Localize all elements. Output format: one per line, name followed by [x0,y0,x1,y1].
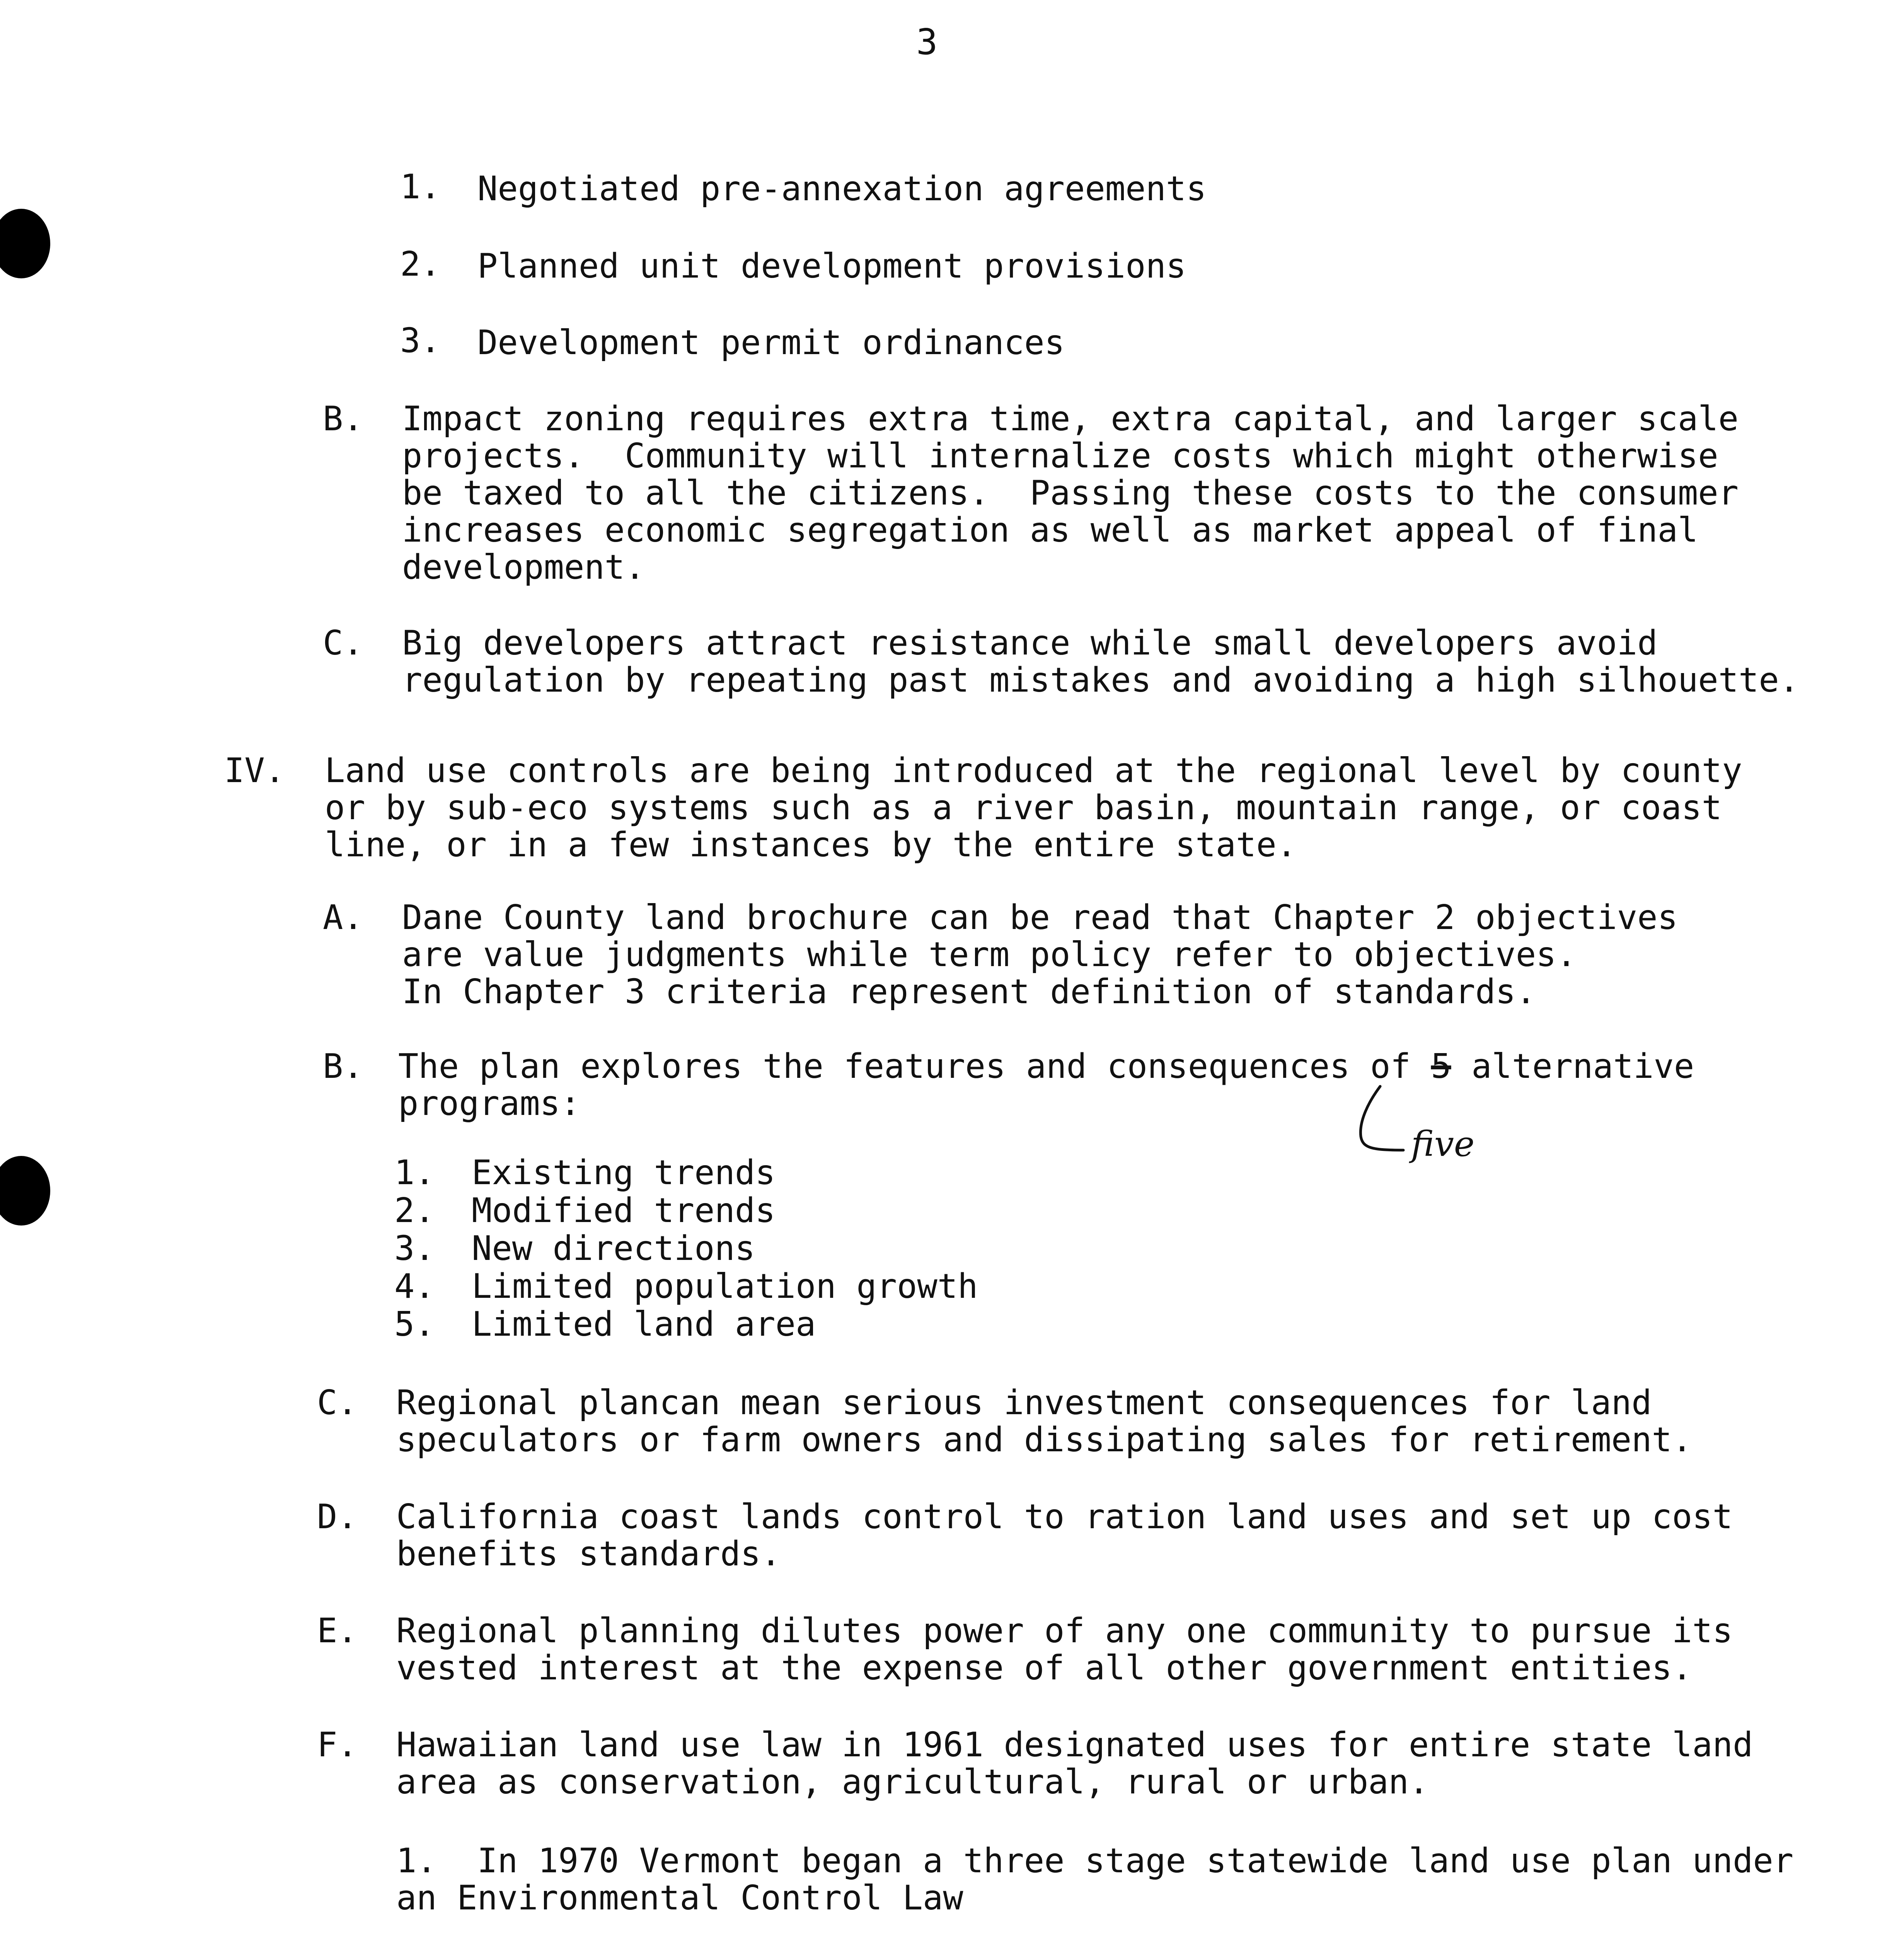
paragraph-iv-e [396,1612,1733,1686]
paragraph-line: Dane County land brochure can be read that Chapter 2 objectives [402,898,1678,937]
list-item-marker: 5. [394,1304,435,1344]
paragraph-line: programs: [398,1084,581,1123]
paragraph-line: area as conservation, agricultural, rural or urban. [396,1762,1429,1802]
paragraph-line: Hawaiian land use law in 1961 designated uses for entire state land [396,1725,1753,1764]
list-item-marker: 1. [396,1841,437,1880]
list-item: Limited population growth [472,1267,978,1306]
paragraph-line: Regional planning dilutes power of any one community to pursue its [396,1611,1733,1650]
paragraph-iv [325,752,1742,863]
list-item: Development permit ordinances [477,323,1065,362]
list-item: New directions [472,1229,755,1268]
section-marker: F. [317,1725,358,1764]
list-item: Planned unit development provisions [477,246,1186,286]
paragraph-iii-b [402,400,1739,586]
paragraph-iv-d [396,1498,1733,1572]
paragraph-line: Big developers attract resistance while small developers avoid [402,623,1658,663]
paragraph-line: regulation by repeating past mistakes and avoiding a high silhouette. [402,660,1800,700]
paragraph-line: California coast lands control to ration land uses and set up cost [396,1497,1733,1536]
paragraph-line: an Environmental Control Law [396,1878,963,1918]
paragraph-line: increases economic segregation as well as market appeal of final [402,510,1698,550]
paragraph-line: benefits standards. [396,1534,781,1573]
paragraph-line: be taxed to all the citizens. Passing these costs to the consumer [402,473,1739,513]
list-item: Limited land area [472,1304,816,1344]
list-item-marker: 2. [400,244,441,284]
section-marker: E. [317,1611,358,1650]
paragraph-line: projects. Community will internalize costs which might otherwise [402,436,1718,476]
section-marker: D. [317,1497,358,1536]
annotation-stroke [1360,1086,1403,1150]
paragraph-iv-c [396,1384,1692,1458]
list-item-marker: 1. [400,167,441,206]
list-item: Modified trends [472,1191,776,1230]
binder-hole-middle [0,1156,50,1226]
list-item: Existing trends [472,1153,776,1192]
section-marker: IV. [224,751,285,790]
paragraph-text: In 1970 Vermont began a three stage statewide land use plan under [477,1841,1794,1880]
section-marker: B. [323,399,363,438]
paragraph-line: Regional plancan mean serious investment consequences for land [396,1383,1652,1422]
section-marker: C. [317,1383,358,1422]
paragraph-line: Impact zoning requires extra time, extra capital, and larger scale [402,399,1739,438]
paragraph-line: development. [402,547,645,587]
section-marker: B. [323,1047,363,1086]
page-number: 3 [916,21,938,63]
section-marker: C. [323,623,363,663]
paragraph-iv-f [396,1726,1753,1800]
struck-numeral: 5 [1431,1047,1451,1086]
paragraph-line: speculators or farm owners and dissipating sales for retirement. [396,1420,1693,1459]
paragraph-line [396,1842,1793,1879]
handwritten-annotation [1353,1079,1515,1179]
list-item-marker: 3. [394,1229,435,1268]
paragraph-text: alternative [1451,1047,1694,1086]
paragraph-iii-c [402,624,1799,699]
paragraph-text: The plan explores the features and consequences of [398,1047,1431,1086]
section-marker: A. [323,898,363,937]
list-item-marker: 3. [400,321,441,360]
paragraph-line: or by sub-eco systems such as a river basin, mountain range, or coast [325,788,1722,827]
paragraph-line: vested interest at the expense of all other government entities. [396,1648,1693,1688]
paragraph-line: are value judgments while term policy refer to objectives. [402,935,1577,974]
paragraph-line: line, or in a few instances by the entire state. [325,825,1297,864]
list-item-marker: 1. [394,1153,435,1192]
list-item: Negotiated pre-annexation agreements [477,169,1207,208]
list-item-marker: 4. [394,1267,435,1306]
handwritten-word: five [1411,1124,1475,1164]
paragraph-line: In Chapter 3 criteria represent definition of standards. [402,972,1536,1011]
paragraph-line: Land use controls are being introduced at the regional level by county [325,751,1742,790]
paragraph-iv-f-1 [396,1842,1793,1916]
binder-hole-top [0,209,50,278]
paragraph-iv-a [402,899,1678,1010]
list-item-marker: 2. [394,1191,435,1230]
